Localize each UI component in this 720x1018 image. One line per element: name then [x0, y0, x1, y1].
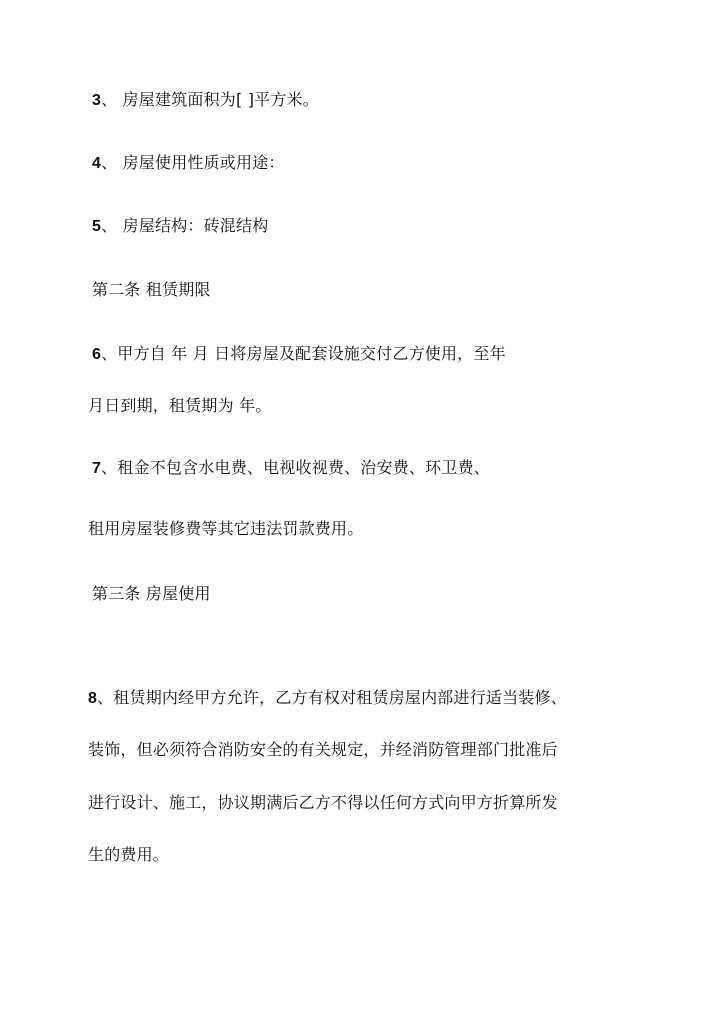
- clause-7-line-1: [92, 458, 490, 479]
- clause-number: 8: [88, 690, 98, 707]
- section-heading-lease-term: [92, 280, 211, 300]
- clause-8-line-4: [88, 845, 169, 865]
- clause-text: 、租赁期内经甲方允许，乙方有权对租赁房屋内部进行适当装修、: [97, 688, 567, 707]
- clause-text: 、甲方自 年 月 日将房屋及配套设施交付乙方使用，至年: [101, 344, 506, 363]
- clause-text: 、租金不包含水电费、电视收视费、治安费、环卫费、: [101, 458, 490, 477]
- clause-8-line-1: [88, 688, 567, 709]
- clause-text: 租用房屋装修费等其它违法罚款费用。: [88, 519, 364, 538]
- clause-text: 、 房屋使用性质或用途：: [101, 153, 285, 172]
- clause-text: 、 房屋结构：砖混结构: [101, 216, 269, 235]
- clause-text: 月日到期，租赁期为 年。: [88, 396, 272, 415]
- section-heading-text: 第三条 房屋使用: [92, 584, 211, 603]
- clause-text: 生的费用。: [88, 845, 170, 864]
- clause-text: 、 房屋建筑面积为[ ]平方米。: [101, 90, 319, 109]
- clause-7-line-2: [88, 519, 363, 539]
- clause-number: 5: [92, 218, 102, 235]
- clause-5-structure: [92, 216, 268, 237]
- clause-4-usage: [92, 153, 285, 174]
- clause-3-area: [92, 90, 319, 111]
- clause-number: 6: [92, 346, 102, 363]
- section-heading-house-use: [92, 584, 211, 604]
- clause-number: 4: [92, 155, 102, 172]
- clause-number: 7: [92, 460, 102, 477]
- section-heading-text: 第二条 租赁期限: [92, 280, 211, 299]
- clause-8-line-3: [88, 793, 558, 813]
- clause-text: 进行设计、施工，协议期满后乙方不得以任何方式向甲方折算所发: [88, 793, 558, 812]
- clause-6-line-1: [92, 344, 506, 365]
- clause-text: 装饰，但必须符合消防安全的有关规定，并经消防管理部门批准后: [88, 740, 558, 759]
- clause-6-line-2: [88, 396, 272, 416]
- clause-8-line-2: [88, 740, 558, 760]
- clause-number: 3: [92, 92, 102, 109]
